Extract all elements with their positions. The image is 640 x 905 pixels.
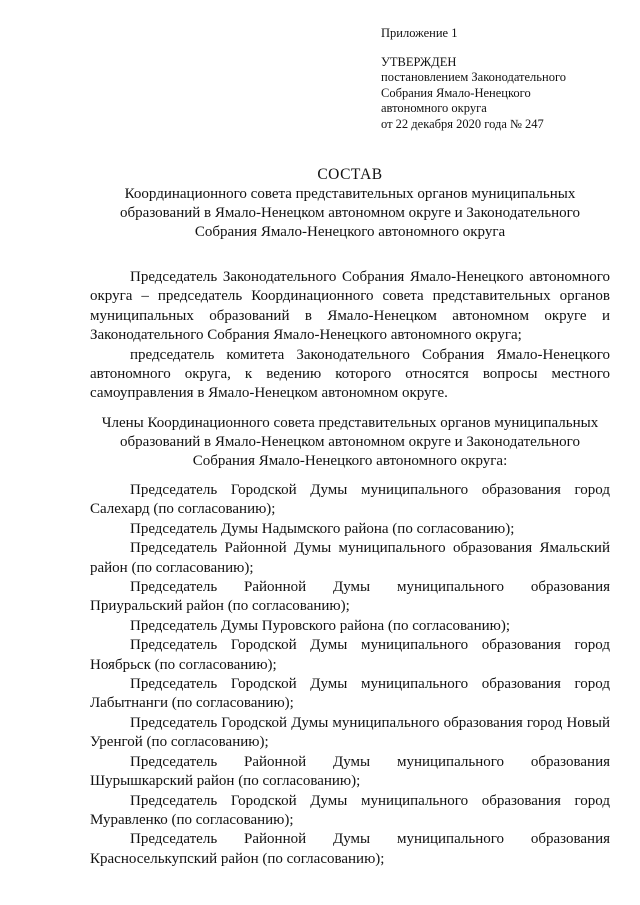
approval-line-3: автономного округа bbox=[381, 101, 487, 115]
title-line-3: Собрания Ямало-Ненецкого автономного округа bbox=[194, 224, 506, 240]
member-item-yamal: Председатель Районной Думы муниципального образования Ямальский район (по согласованию); bbox=[90, 540, 610, 576]
member-item-purovsky: Председатель Думы Пуровского района (по согласованию); bbox=[130, 617, 511, 634]
members-heading-line-1: Члены Координационного совета представительных органов муниципальных bbox=[101, 415, 599, 431]
member-item-priuralsky: Председатель Районной Думы муниципального образования Приуральский район (по согласованию); bbox=[90, 579, 610, 615]
document-title bbox=[90, 165, 610, 242]
approval-line-2: Собрания Ямало-Ненецкого bbox=[381, 85, 531, 100]
member-item-muravlenko: Председатель Городской Думы муниципального образования город Муравленко (по согласованию); bbox=[90, 792, 610, 828]
title-line-2: образований в Ямало-Ненецком автономном округе и Законодательного bbox=[120, 205, 580, 221]
approved-label: УТВЕРЖДЕН bbox=[381, 54, 457, 69]
members-heading-line-2: образований в Ямало-Ненецком автономном округе и Законодательного bbox=[120, 434, 580, 450]
members-heading bbox=[90, 414, 610, 471]
member-item-shuryshkarsky: Председатель Районной Думы муниципального образования Шурышкарский район (по согласованию); bbox=[90, 753, 610, 790]
annex-label: Приложение 1 bbox=[381, 26, 458, 40]
title-line-1: Координационного совета представительных органов муниципальных bbox=[124, 186, 576, 202]
leadership-paragraph-committee: председатель комитета Законодательного Собрания Ямало-Ненецкого автономного округа, к ведению которого относятся вопросы местного самоуправления в Ямало-Ненецком автономном округе. bbox=[90, 346, 610, 402]
member-item-salekhard: Председатель Городской Думы муниципального образования город Салехард (по согласованию); bbox=[90, 482, 610, 518]
approval-stamp-block bbox=[381, 26, 621, 132]
members-list bbox=[90, 481, 610, 869]
approval-line-1: постановлением Законодательного bbox=[381, 70, 567, 84]
member-item-novy-urengoy: Председатель Городской Думы муниципального образования город Новый Уренгой (по согласованию); bbox=[90, 714, 610, 751]
leadership-paragraph-chairman: Председатель Законодательного Собрания Ямало-Ненецкого автономного округа – председатель Координационного совета представительных органов муниципальных образований в Ямало-Ненецком автономном округе и Законодательного Собрания Ямало-Ненецкого автономного округа; bbox=[90, 269, 610, 344]
member-item-noyabrsk: Председатель Городской Думы муниципального образования город Ноябрьск (по согласованию); bbox=[90, 637, 610, 673]
approval-line-4: от 22 декабря 2020 года № 247 bbox=[381, 116, 544, 131]
title-heading: СОСТАВ bbox=[317, 166, 383, 183]
members-heading-line-3: Собрания Ямало-Ненецкого автономного округа: bbox=[192, 453, 508, 469]
leadership-section bbox=[90, 268, 610, 404]
member-item-labytnangi: Председатель Городской Думы муниципального образования город Лабытнанги (по согласованию); bbox=[90, 676, 610, 712]
member-item-nadym: Председатель Думы Надымского района (по согласованию); bbox=[130, 520, 515, 537]
member-item-krasnoselkupsky: Председатель Районной Думы муниципального образования Красноселькупский район (по согласованию); bbox=[90, 831, 610, 867]
